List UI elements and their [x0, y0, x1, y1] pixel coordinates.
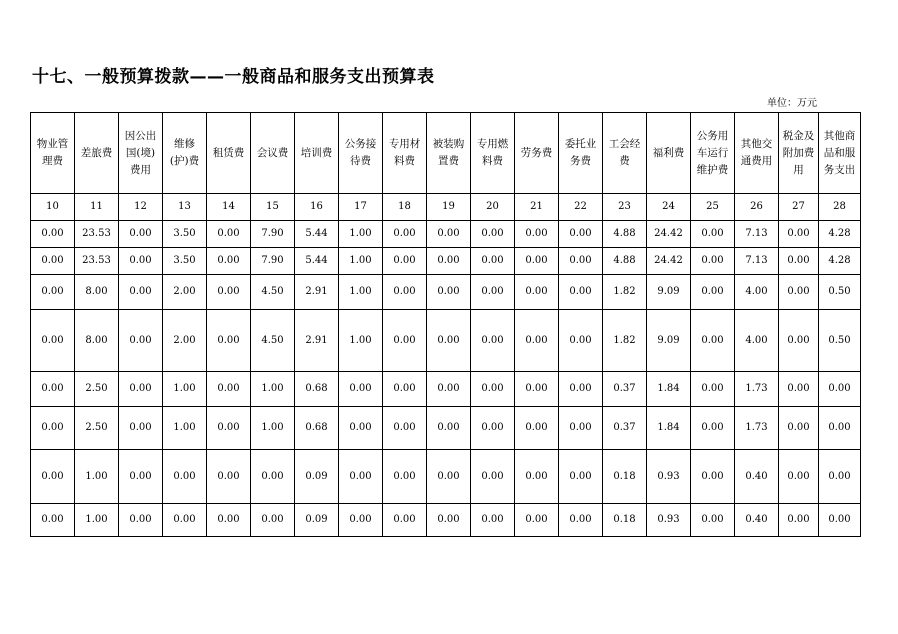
- table-cell: 0.00: [427, 275, 471, 310]
- table-cell: 4.50: [251, 275, 295, 310]
- table-cell: 0.00: [31, 504, 75, 537]
- table-cell: 0.00: [119, 504, 163, 537]
- table-cell: 2.91: [295, 275, 339, 310]
- column-number: 10: [31, 194, 75, 221]
- column-number: 16: [295, 194, 339, 221]
- table-cell: 0.00: [471, 221, 515, 248]
- table-row: [31, 310, 861, 372]
- table-cell: 1.00: [75, 450, 119, 504]
- table-cell: 0.00: [559, 310, 603, 372]
- table-cell: 0.37: [603, 407, 647, 450]
- column-header-label: 公务接 待费: [344, 138, 377, 167]
- column-header-label: 工会经 费: [608, 138, 641, 167]
- table-cell: 0.18: [603, 450, 647, 504]
- table-cell: 2.00: [163, 275, 207, 310]
- table-cell: 0.00: [515, 221, 559, 248]
- table-cell: 0.00: [383, 275, 427, 310]
- table-cell: 24.42: [647, 248, 691, 275]
- table-cell: 0.00: [207, 372, 251, 407]
- table-cell: 0.68: [295, 407, 339, 450]
- table-cell: 0.09: [295, 450, 339, 504]
- header-row: [31, 113, 861, 194]
- table-cell: 0.00: [779, 450, 819, 504]
- column-header-label: 委托业 务费: [564, 138, 597, 167]
- table-cell: 1.00: [163, 407, 207, 450]
- column-header: [75, 113, 119, 194]
- column-number: 23: [603, 194, 647, 221]
- table-row: [31, 372, 861, 407]
- table-cell: 0.00: [31, 221, 75, 248]
- table-cell: 0.00: [207, 221, 251, 248]
- column-number: 26: [735, 194, 779, 221]
- unit-label: 单位：万元: [767, 98, 817, 109]
- table-cell: 0.00: [471, 248, 515, 275]
- table-cell: 7.90: [251, 248, 295, 275]
- table-cell: 0.00: [779, 372, 819, 407]
- table-cell: 0.00: [119, 275, 163, 310]
- table-cell: 0.00: [339, 450, 383, 504]
- column-number: 22: [559, 194, 603, 221]
- table-cell: 0.00: [779, 275, 819, 310]
- table-cell: 7.13: [735, 221, 779, 248]
- column-number: 11: [75, 194, 119, 221]
- column-header-label: 培训费: [300, 146, 333, 159]
- column-header-label: 租赁费: [212, 146, 245, 159]
- table-cell: 0.50: [819, 310, 861, 372]
- table-cell: 4.28: [819, 221, 861, 248]
- table-cell: 2.91: [295, 310, 339, 372]
- table-cell: 0.00: [207, 504, 251, 537]
- table-cell: 2.50: [75, 372, 119, 407]
- table-cell: 0.00: [383, 407, 427, 450]
- table-cell: 0.00: [383, 221, 427, 248]
- column-header: [163, 113, 207, 194]
- table-cell: 0.00: [515, 372, 559, 407]
- table-cell: 0.00: [339, 504, 383, 537]
- table-cell: 1.00: [251, 372, 295, 407]
- column-header: [251, 113, 295, 194]
- column-header-label: 其他商 品和服 务支出: [823, 129, 856, 176]
- table-cell: 0.00: [427, 504, 471, 537]
- table-cell: 0.00: [383, 450, 427, 504]
- column-header-label: 公务用 车运行 维护费: [696, 129, 729, 176]
- table-cell: 0.00: [339, 372, 383, 407]
- column-header-label: 专用燃 料费: [476, 138, 509, 167]
- table-cell: 0.00: [515, 310, 559, 372]
- table-cell: 3.50: [163, 248, 207, 275]
- table-cell: 9.09: [647, 275, 691, 310]
- table-cell: 0.00: [427, 372, 471, 407]
- column-number: 25: [691, 194, 735, 221]
- table-cell: 0.00: [31, 310, 75, 372]
- table-cell: 8.00: [75, 310, 119, 372]
- table-cell: 0.00: [471, 407, 515, 450]
- table-cell: 0.00: [427, 248, 471, 275]
- table-cell: 5.44: [295, 221, 339, 248]
- table-cell: 0.00: [119, 407, 163, 450]
- table-cell: 1.73: [735, 407, 779, 450]
- column-header-label: 物业管 理费: [36, 138, 69, 167]
- table-row: [31, 450, 861, 504]
- table-cell: 0.00: [427, 450, 471, 504]
- table-cell: 1.00: [339, 221, 383, 248]
- table-cell: 0.00: [691, 310, 735, 372]
- table-cell: 0.00: [691, 221, 735, 248]
- column-number: 12: [119, 194, 163, 221]
- table-cell: 0.00: [691, 275, 735, 310]
- table-cell: 3.50: [163, 221, 207, 248]
- table-cell: 0.00: [471, 310, 515, 372]
- page-title: 十七、一般预算拨款——一般商品和服务支出预算表: [32, 67, 435, 87]
- table-cell: 0.00: [31, 248, 75, 275]
- table-cell: 0.00: [819, 504, 861, 537]
- table-cell: 0.00: [31, 407, 75, 450]
- table-cell: 0.00: [207, 450, 251, 504]
- table-cell: 0.00: [427, 310, 471, 372]
- table-cell: 1.00: [75, 504, 119, 537]
- table-cell: 0.00: [251, 450, 295, 504]
- table-cell: 0.00: [515, 407, 559, 450]
- table-cell: 0.00: [779, 310, 819, 372]
- table-cell: 0.00: [471, 275, 515, 310]
- table-cell: 0.00: [819, 450, 861, 504]
- column-number: 19: [427, 194, 471, 221]
- table-cell: 0.00: [383, 504, 427, 537]
- table-cell: 23.53: [75, 221, 119, 248]
- table-cell: 0.00: [515, 450, 559, 504]
- table-cell: 0.00: [207, 407, 251, 450]
- table-cell: 24.42: [647, 221, 691, 248]
- table-cell: 0.00: [119, 372, 163, 407]
- table-cell: 4.50: [251, 310, 295, 372]
- table-cell: 1.00: [163, 372, 207, 407]
- column-header-label: 被装购 置费: [432, 138, 465, 167]
- table-cell: 0.00: [819, 372, 861, 407]
- column-header-label: 专用材 料费: [388, 138, 421, 167]
- table-cell: 0.00: [163, 504, 207, 537]
- table-cell: 0.00: [207, 275, 251, 310]
- table-cell: 0.00: [559, 372, 603, 407]
- column-number: 20: [471, 194, 515, 221]
- table-cell: 0.00: [515, 248, 559, 275]
- table-cell: 0.68: [295, 372, 339, 407]
- table-cell: 0.00: [31, 275, 75, 310]
- column-number: 17: [339, 194, 383, 221]
- table-cell: 1.73: [735, 372, 779, 407]
- table-row: [31, 248, 861, 275]
- table-cell: 2.50: [75, 407, 119, 450]
- column-number: 24: [647, 194, 691, 221]
- table-cell: 0.00: [427, 221, 471, 248]
- table-cell: 0.00: [691, 372, 735, 407]
- table-cell: 0.00: [819, 407, 861, 450]
- table-cell: 0.00: [559, 275, 603, 310]
- table-cell: 0.00: [383, 248, 427, 275]
- table-cell: 1.82: [603, 310, 647, 372]
- column-number: 28: [819, 194, 861, 221]
- column-header: [735, 113, 779, 194]
- table-cell: 0.00: [779, 504, 819, 537]
- table-cell: 0.00: [119, 450, 163, 504]
- column-header-label: 差旅费: [80, 146, 113, 159]
- table-cell: 0.00: [559, 248, 603, 275]
- column-header-label: 税金及 附加费 用: [782, 129, 815, 176]
- table-cell: 0.40: [735, 504, 779, 537]
- table-cell: 1.82: [603, 275, 647, 310]
- table-cell: 0.18: [603, 504, 647, 537]
- column-number: 18: [383, 194, 427, 221]
- column-header-label: 因公出 国(境) 费用: [124, 129, 157, 176]
- table-cell: 0.00: [207, 248, 251, 275]
- table-cell: 8.00: [75, 275, 119, 310]
- column-header: [339, 113, 383, 194]
- table-cell: 9.09: [647, 310, 691, 372]
- column-number: 15: [251, 194, 295, 221]
- table-cell: 0.00: [515, 504, 559, 537]
- table-cell: 4.28: [819, 248, 861, 275]
- table-cell: 1.00: [339, 275, 383, 310]
- table-cell: 4.00: [735, 310, 779, 372]
- column-number: 13: [163, 194, 207, 221]
- table-cell: 2.00: [163, 310, 207, 372]
- table-cell: 0.00: [119, 310, 163, 372]
- table-cell: 0.00: [383, 310, 427, 372]
- table-cell: 0.00: [471, 450, 515, 504]
- table-cell: 0.00: [427, 407, 471, 450]
- table-cell: 0.00: [691, 450, 735, 504]
- table-cell: 0.00: [119, 221, 163, 248]
- column-number-row: [31, 194, 861, 221]
- table-cell: 4.88: [603, 221, 647, 248]
- column-header: [427, 113, 471, 194]
- table-cell: 1.00: [339, 248, 383, 275]
- table-cell: 1.84: [647, 372, 691, 407]
- table-cell: 0.09: [295, 504, 339, 537]
- table-cell: 0.00: [471, 372, 515, 407]
- table-cell: 0.00: [691, 248, 735, 275]
- table-cell: 1.84: [647, 407, 691, 450]
- table-cell: 0.00: [691, 407, 735, 450]
- table-cell: 0.50: [819, 275, 861, 310]
- table-row: [31, 504, 861, 537]
- column-header: [691, 113, 735, 194]
- column-number: 21: [515, 194, 559, 221]
- table-cell: 0.00: [31, 372, 75, 407]
- column-header: [779, 113, 819, 194]
- table-cell: 4.88: [603, 248, 647, 275]
- table-row: [31, 407, 861, 450]
- table-cell: 1.00: [339, 310, 383, 372]
- table-cell: 0.93: [647, 504, 691, 537]
- column-header-label: 其他交 通费用: [740, 138, 773, 167]
- table-cell: 0.00: [31, 450, 75, 504]
- table-cell: 0.00: [251, 504, 295, 537]
- table-cell: 0.00: [559, 504, 603, 537]
- column-header: [819, 113, 861, 194]
- table-cell: 0.00: [515, 275, 559, 310]
- table-cell: 0.00: [779, 221, 819, 248]
- column-header: [119, 113, 163, 194]
- table-cell: 0.00: [339, 407, 383, 450]
- column-header: [31, 113, 75, 194]
- column-header: [295, 113, 339, 194]
- table-cell: 0.00: [559, 221, 603, 248]
- table-cell: 4.00: [735, 275, 779, 310]
- table-cell: 0.00: [559, 450, 603, 504]
- table-cell: 0.00: [779, 248, 819, 275]
- column-number: 27: [779, 194, 819, 221]
- table-cell: 7.13: [735, 248, 779, 275]
- table-cell: 5.44: [295, 248, 339, 275]
- table-row: [31, 275, 861, 310]
- table-cell: 0.00: [207, 310, 251, 372]
- table-cell: 1.00: [251, 407, 295, 450]
- column-header-label: 维修 (护)费: [169, 138, 200, 167]
- column-header: [207, 113, 251, 194]
- table-cell: 0.00: [383, 372, 427, 407]
- column-header: [603, 113, 647, 194]
- table-cell: 0.00: [163, 450, 207, 504]
- table-cell: 0.93: [647, 450, 691, 504]
- column-header-label: 会议费: [256, 146, 289, 159]
- column-header: [647, 113, 691, 194]
- column-header: [471, 113, 515, 194]
- table-row: [31, 221, 861, 248]
- column-header: [515, 113, 559, 194]
- table-cell: 0.00: [559, 407, 603, 450]
- table-cell: 0.00: [779, 407, 819, 450]
- table-cell: 7.90: [251, 221, 295, 248]
- column-header: [559, 113, 603, 194]
- budget-table: [30, 112, 861, 537]
- table-cell: 0.37: [603, 372, 647, 407]
- table-cell: 23.53: [75, 248, 119, 275]
- table-cell: 0.00: [691, 504, 735, 537]
- table-cell: 0.00: [119, 248, 163, 275]
- column-header: [383, 113, 427, 194]
- column-number: 14: [207, 194, 251, 221]
- column-header-label: 福利费: [652, 146, 685, 159]
- table-cell: 0.40: [735, 450, 779, 504]
- table-cell: 0.00: [471, 504, 515, 537]
- column-header-label: 劳务费: [520, 146, 553, 159]
